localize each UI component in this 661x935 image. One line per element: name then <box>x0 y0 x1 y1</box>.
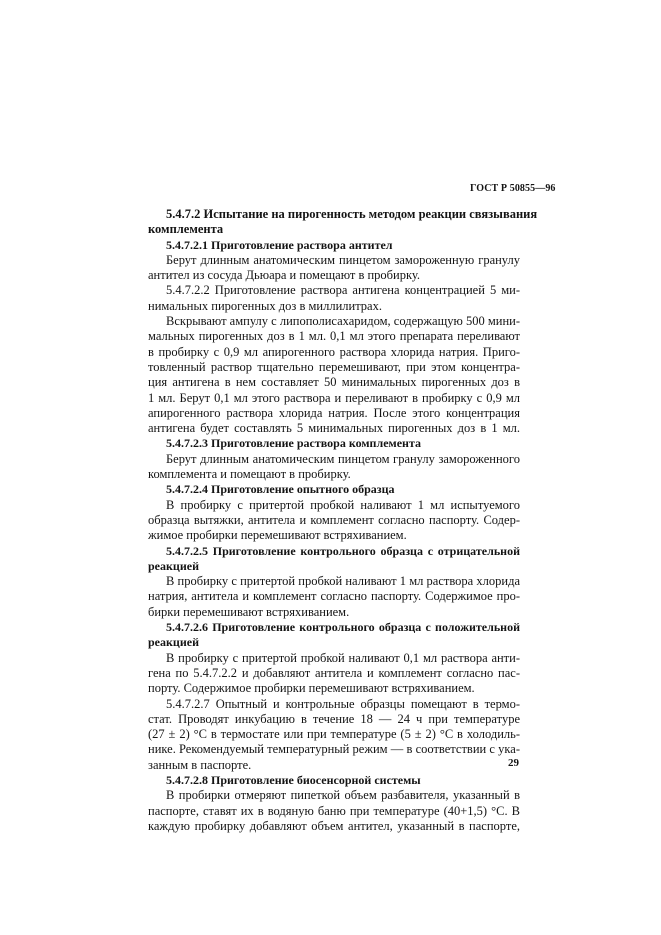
paragraph-line: В пробирку с притертой пробкой наливают 1 мл испытуемого <box>166 497 520 512</box>
paragraph-line: антител из сосуда Дьюара и помещают в пробирку. <box>148 268 420 283</box>
subsection-heading: 5.4.7.2.3 Приготовление раствора комплемента <box>166 436 421 451</box>
paragraph-line: В пробирку с притертой пробкой наливают 1 мл раствора хлорида <box>166 574 520 589</box>
paragraph-line: образца вытяжки, антитела и комплемент согласно паспорту. Содер- <box>148 512 520 527</box>
paragraph-line: ция антигена в нем составляет 50 минимальных пирогенных доз в <box>148 375 520 390</box>
paragraph-line: (27 ± 2) °С в термостате или при температуре (5 ± 2) °С в холодиль- <box>148 727 520 742</box>
paragraph-line: антигена будет составлять 5 минимальных пирогенных доз в 1 мл. <box>148 421 520 436</box>
paragraph-line: комплемента и помещают в пробирку. <box>148 467 351 482</box>
paragraph-line: натрия, антитела и комплемент согласно паспорту. Содержимое про- <box>148 589 520 604</box>
subsection-heading-cont: реакцией <box>148 558 199 573</box>
paragraph-line: В пробирку с притертой пробкой наливают 0,1 мл раствора анти- <box>166 650 520 665</box>
paragraph-line: жимое пробирки перемешивают встряхиванием. <box>148 528 407 543</box>
paragraph-line: каждую пробирку добавляют объем антител, указанный в паспорте, <box>148 818 520 833</box>
subsection-heading: 5.4.7.2.6 Приготовление контрольного образца с положительной <box>166 620 520 635</box>
paragraph-line: паспорте, ставят их в водяную баню при температуре (40+1,5) °С. В <box>148 803 520 818</box>
subsection-heading: 5.4.7.2.8 Приготовление биосенсорной системы <box>166 772 421 787</box>
page-number: 29 <box>508 757 519 769</box>
subsection-heading: 5.4.7.2.5 Приготовление контрольного образца с отрицательной <box>166 543 520 558</box>
paragraph-line: Вскрывают ампулу с липополисахаридом, содержащую 500 мини- <box>166 314 520 329</box>
section-heading-cont: комплемента <box>148 222 224 237</box>
paragraph-line: стат. Проводят инкубацию в течение 18 — 24 ч при температуре <box>148 711 520 726</box>
paragraph-line: порту. Содержимое пробирки перемешивают встряхиванием. <box>148 681 475 696</box>
paragraph-line: 5.4.7.2.2 Приготовление раствора антигена концентрацией 5 ми- <box>166 283 520 298</box>
paragraph-line: 1 мл. Берут 0,1 мл этого раствора и переливают в пробирку с 0,9 мл <box>148 390 520 405</box>
subsection-heading-cont: реакцией <box>148 635 199 650</box>
section-heading: 5.4.7.2 Испытание на пирогенность методом реакции связывания <box>166 207 538 221</box>
paragraph-line: 5.4.7.2.7 Опытный и контрольные образцы помещают в термо- <box>166 696 520 711</box>
paragraph-line: гена по 5.4.7.2.2 и добавляют антитела и комплемент согласно пас- <box>148 665 520 680</box>
document-body <box>148 207 538 834</box>
paragraph-line: мальных пирогенных доз в 1 мл. 0,1 мл этого препарата переливают <box>148 329 520 344</box>
paragraph-line: нике. Рекомендуемый температурный режим — в соответствии с ука- <box>148 742 520 757</box>
paragraph-line: товленный раствор тщательно перемешивают, при этом концентра- <box>148 359 520 374</box>
document-header: ГОСТ Р 50855—96 <box>470 183 556 194</box>
paragraph-line: нимальных пирогенных доз в миллилитрах. <box>148 298 382 313</box>
paragraph-line: в пробирку с 0,9 мл апирогенного раствора хлорида натрия. Приго- <box>148 344 520 359</box>
paragraph-line: занным в паспорте. <box>148 757 252 772</box>
paragraph-line: Берут длинным анатомическим пинцетом замороженную гранулу <box>166 252 520 267</box>
paragraph-line: В пробирки отмеряют пипеткой объем разбавителя, указанный в <box>166 788 520 803</box>
paragraph-line: бирки перемешивают встряхиванием. <box>148 604 350 619</box>
subsection-heading: 5.4.7.2.1 Приготовление раствора антител <box>166 237 393 252</box>
paragraph-line: апирогенного раствора хлорида натрия. После этого концентрация <box>148 405 520 420</box>
paragraph-line: Берут длинным анатомическим пинцетом гранулу замороженного <box>166 451 520 466</box>
subsection-heading: 5.4.7.2.4 Приготовление опытного образца <box>166 482 395 497</box>
